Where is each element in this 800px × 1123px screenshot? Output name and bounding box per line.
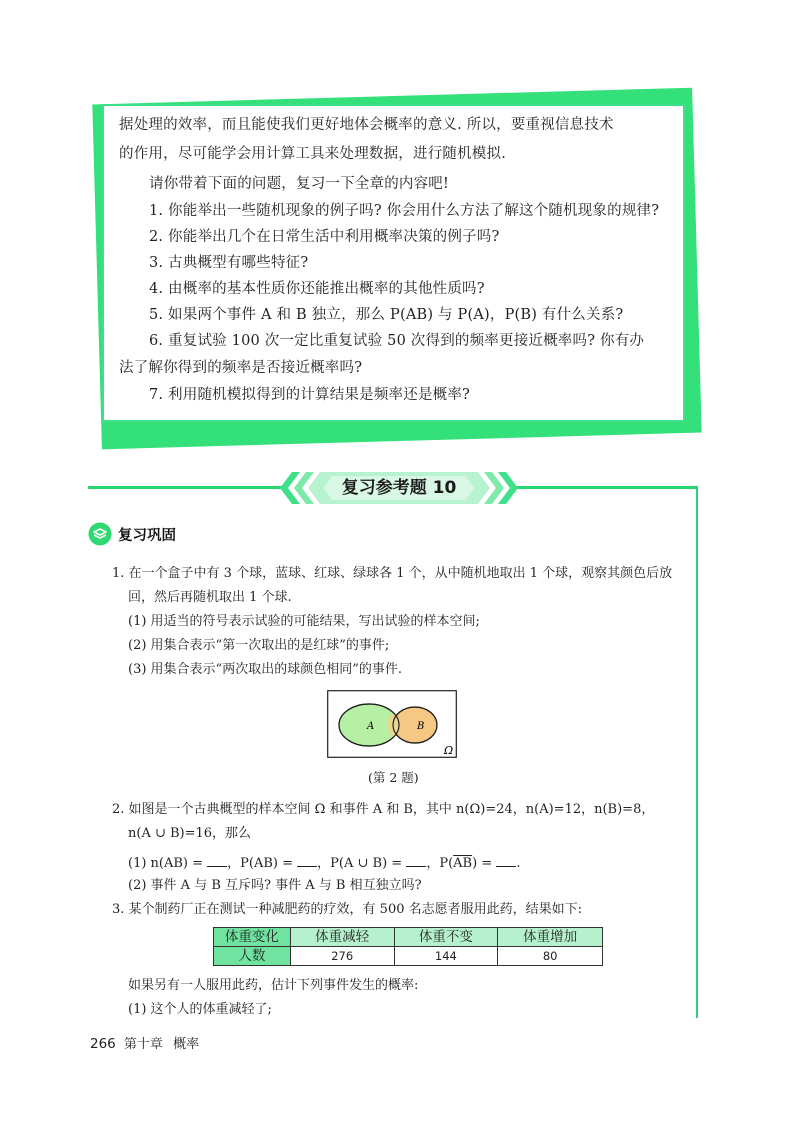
problem-2-part-1 [128,854,521,874]
table-cell: 276 [290,947,394,966]
table-header-cell: 体重增加 [498,928,603,947]
page-footer [90,1033,199,1052]
review-question-6: 6. 重复试验 100 次一定比重复试验 50 次得到的频率更接近概率吗? 你有办 [149,333,645,349]
p2-Pbar-events: $\overline{AB}$ [453,856,473,871]
layers-icon [88,522,112,546]
review-question-7: 7. 利用随机模拟得到的计算结果是频率还是概率? [149,387,471,403]
banner-rule-left [88,486,284,489]
review-line-1: 据处理的效率，而且能使我们更好地体会概率的意义. 所以，要重视信息技术 [119,117,614,133]
p2-period: . [516,856,521,871]
table-row-label: 人数 [214,947,291,966]
venn-diagram [327,690,457,758]
table-header-cell: 体重减轻 [290,928,394,947]
chapter-label: 第十章 [123,1037,163,1052]
review-question-1: 1. 你能举出一些随机现象的例子吗? 你会用什么方法了解这个随机现象的规律? [149,203,660,219]
problem-2-line-2: n(A ∪ B)=16，那么 [128,826,252,841]
problem-1-part-1: (1) 用适当的符号表示试验的可能结果，写出试验的样本空间; [128,614,480,629]
section-banner [280,470,518,506]
table-header-cell: 体重变化 [214,928,291,947]
venn-label-a: A [367,721,375,732]
p2-Pbar-open: ，P( [426,856,454,871]
problem-3-part-1: (1) 这个人的体重减轻了; [128,1002,272,1017]
table-cell: 80 [498,947,603,966]
review-line-2: 的作用，尽可能学会用计算工具来处理数据，进行随机模拟. [119,146,507,162]
p2-PAB-label: ，P(AB) = [227,856,294,871]
review-question-3: 3. 古典概型有哪些特征? [149,255,309,271]
p2-blank-2 [297,855,317,867]
review-question-6-cont: 法了解你得到的频率是否接近概率吗? [119,360,363,376]
p2-nAB-label: (1) n(AB) = [128,856,204,871]
problem-2-line-1: 2. 如图是一个古典概型的样本空间 Ω 和事件 A 和 B，其中 n(Ω)=24，n(A)=12，n(B)=8， [112,802,655,817]
figure-caption: (第 2 题) [368,770,419,785]
table-header-cell: 体重不变 [394,928,498,947]
table-header-row [214,928,603,947]
review-question-2: 2. 你能举出几个在日常生活中利用概率决策的例子吗? [149,229,500,245]
p2-blank-3 [406,855,426,867]
chapter-name: 概率 [173,1037,200,1052]
venn-label-omega: Ω [444,744,454,757]
review-question-4: 4. 由概率的基本性质你还能推出概率的其他性质吗? [149,281,485,297]
page-number: 266 [90,1036,116,1052]
table-row [214,947,603,966]
p2-Pbar-close: ) = [472,856,493,871]
review-line-3: 请你带着下面的问题，复习一下全章的内容吧! [149,176,450,192]
problem-1-line-2: 回，然后再随机取出 1 个球. [128,590,292,605]
problem-2-part-2: (2) 事件 A 与 B 互斥吗? 事件 A 与 B 相互独立吗? [128,878,422,893]
subsection-title: 复习巩固 [118,528,176,544]
banner-rule-right [514,486,698,489]
review-box [102,104,685,422]
problem-1-line-1: 1. 在一个盒子中有 3 个球，蓝球、红球、绿球各 1 个，从中随机地取出 1 个球，观察其颜色后放 [112,566,673,581]
p2-PAuB-label: ，P(A ∪ B) = [317,856,403,871]
review-question-5: 5. 如果两个事件 A 和 B 独立，那么 P(AB) 与 P(A)，P(B) 有什么关系? [149,307,624,323]
problem-3-line-1: 3. 某个制药厂正在测试一种减肥药的疗效，有 500 名志愿者服用此药，结果如下: [112,902,582,917]
section-title: 复习参考题 10 [341,478,457,498]
problem-3-line-2: 如果另有一人服用此药，估计下列事件发生的概率: [128,978,419,993]
venn-label-b: B [417,721,425,732]
weight-change-table [213,927,603,966]
table-cell: 144 [394,947,498,966]
problem-1-part-3: (3) 用集合表示“两次取出的球颜色相同”的事件. [128,662,402,677]
p2-blank-1 [207,855,227,867]
section-side-rule [696,488,698,1018]
p2-blank-4 [496,855,516,867]
problem-1-part-2: (2) 用集合表示“第一次取出的是红球”的事件; [128,638,390,653]
